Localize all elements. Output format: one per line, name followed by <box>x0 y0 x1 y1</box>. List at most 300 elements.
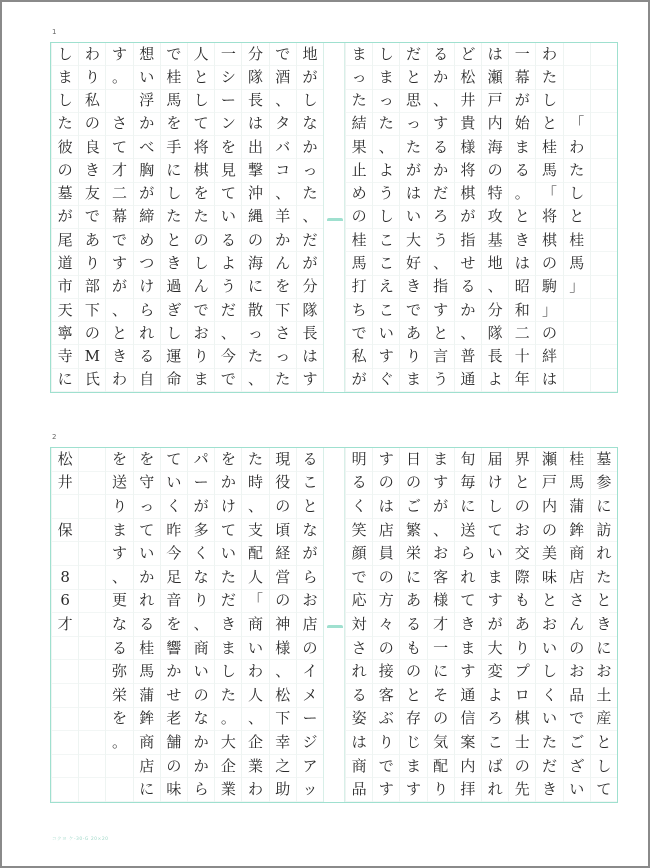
manuscript-column <box>563 43 590 392</box>
manuscript-cell: に <box>52 369 78 392</box>
manuscript-cell: る <box>134 345 160 368</box>
manuscript-cell: コ <box>270 159 296 182</box>
manuscript-cell: 過 <box>161 276 187 299</box>
manuscript-cell: し <box>536 90 562 113</box>
manuscript-cell: 鉾 <box>564 519 590 543</box>
manuscript-cell: だ <box>428 183 454 206</box>
manuscript-cell: 才 <box>428 613 454 637</box>
manuscript-cell: 々 <box>373 613 399 637</box>
manuscript-cell: 天 <box>52 299 78 322</box>
manuscript-cell: と <box>564 206 590 229</box>
manuscript-cell: い <box>134 66 160 89</box>
manuscript-cell <box>591 322 617 345</box>
manuscript-cell: 、 <box>242 708 268 732</box>
manuscript-cell: た <box>297 183 323 206</box>
manuscript-cell: し <box>591 755 617 779</box>
manuscript-cell: に <box>455 495 481 519</box>
manuscript-cell: 客 <box>373 684 399 708</box>
manuscript-cell: と <box>400 66 426 89</box>
manuscript-cell <box>591 136 617 159</box>
manuscript-cell: 保 <box>52 519 78 543</box>
manuscript-cell: ま <box>509 136 535 159</box>
manuscript-cell: 幕 <box>509 66 535 89</box>
manuscript-cell: 沖 <box>242 183 268 206</box>
manuscript-cell: し <box>536 660 562 684</box>
manuscript-cell: 大 <box>400 229 426 252</box>
manuscript-cell: 蒲 <box>564 495 590 519</box>
manuscript-cell: ぶ <box>373 708 399 732</box>
manuscript-cell <box>79 519 105 543</box>
manuscript-cell: る <box>400 613 426 637</box>
manuscript-cell: に <box>161 159 187 182</box>
manuscript-cell: 商 <box>188 637 214 661</box>
manuscript-cell: か <box>428 159 454 182</box>
manuscript-cell: 更 <box>106 590 132 614</box>
manuscript-cell: と <box>161 229 187 252</box>
manuscript-cell: 瀬 <box>482 66 508 89</box>
manuscript-cell: 応 <box>346 590 372 614</box>
manuscript-cell: 姿 <box>346 708 372 732</box>
manuscript-cell: 、 <box>215 322 241 345</box>
manuscript-cell: 」 <box>536 299 562 322</box>
manuscript-cell: っ <box>270 345 296 368</box>
manuscript-cell: そ <box>428 684 454 708</box>
manuscript-cell: 、 <box>270 90 296 113</box>
manuscript-cell <box>79 472 105 496</box>
manuscript-cell: て <box>161 448 187 472</box>
manuscript-cell: の <box>373 637 399 661</box>
manuscript-cell: さ <box>346 637 372 661</box>
manuscript-cell: よ <box>482 684 508 708</box>
manuscript-cell: な <box>106 613 132 637</box>
manuscript-cell: り <box>373 731 399 755</box>
manuscript-cell: に <box>400 566 426 590</box>
manuscript-cell: を <box>215 136 241 159</box>
manuscript-cell: 、 <box>428 519 454 543</box>
manuscript-cell: わ <box>536 43 562 66</box>
manuscript-cell: に <box>591 495 617 519</box>
manuscript-cell: さ <box>270 322 296 345</box>
manuscript-cell: 将 <box>188 136 214 159</box>
manuscript-cell: の <box>270 495 296 519</box>
manuscript-cell: 馬 <box>161 90 187 113</box>
manuscript-cell: か <box>297 136 323 159</box>
manuscript-cell: と <box>591 731 617 755</box>
center-gutter <box>323 448 345 802</box>
manuscript-cell: 商 <box>564 542 590 566</box>
manuscript-cell <box>564 66 590 89</box>
manuscript-cell: く <box>346 495 372 519</box>
manuscript-cell: り <box>106 495 132 519</box>
manuscript-cell: 役 <box>270 472 296 496</box>
manuscript-cell: の <box>242 229 268 252</box>
manuscript-cell: 今 <box>215 345 241 368</box>
manuscript-cell <box>79 542 105 566</box>
manuscript-cell: 絆 <box>536 345 562 368</box>
manuscript-cell: を <box>188 183 214 206</box>
manuscript-cell: 将 <box>455 159 481 182</box>
manuscript-cell: の <box>79 322 105 345</box>
manuscript-cell: 店 <box>564 566 590 590</box>
manuscript-cell: わ <box>242 660 268 684</box>
manuscript-cell: め <box>346 183 372 206</box>
manuscript-cell: て <box>482 519 508 543</box>
manuscript-cell: ア <box>297 755 323 779</box>
manuscript-cell: き <box>106 345 132 368</box>
manuscript-cell: が <box>509 90 535 113</box>
manuscript-cell: で <box>373 755 399 779</box>
manuscript-cell: 今 <box>161 542 187 566</box>
manuscript-cell: 果 <box>346 136 372 159</box>
manuscript-cell: き <box>161 252 187 275</box>
manuscript-cell: 繁 <box>400 519 426 543</box>
manuscript-cell: 支 <box>242 519 268 543</box>
manuscript-cell: 言 <box>428 345 454 368</box>
manuscript-cell: す <box>106 43 132 66</box>
manuscript-cell: 送 <box>455 519 481 543</box>
manuscript-cell: あ <box>79 229 105 252</box>
manuscript-cell: か <box>188 731 214 755</box>
manuscript-cell: て <box>455 590 481 614</box>
manuscript-cell: と <box>188 66 214 89</box>
manuscript-cell: た <box>373 113 399 136</box>
manuscript-cell: い <box>134 542 160 566</box>
manuscript-cell: れ <box>346 660 372 684</box>
manuscript-cell: た <box>52 113 78 136</box>
manuscript-cell <box>564 90 590 113</box>
manuscript-column <box>454 43 481 392</box>
manuscript-cell: 結 <box>346 113 372 136</box>
manuscript-column <box>133 448 160 802</box>
manuscript-column <box>78 448 105 802</box>
manuscript-cell: 羊 <box>270 206 296 229</box>
manuscript-column <box>454 448 481 802</box>
manuscript-cell: を <box>106 448 132 472</box>
manuscript-cell <box>52 708 78 732</box>
manuscript-cell: ま <box>346 43 372 66</box>
manuscript-cell: 案 <box>455 731 481 755</box>
manuscript-cell: の <box>400 472 426 496</box>
manuscript-cell <box>52 637 78 661</box>
manuscript-cell: で <box>79 206 105 229</box>
manuscript-cell: う <box>373 183 399 206</box>
manuscript-cell: で <box>564 708 590 732</box>
manuscript-cell: ど <box>455 43 481 66</box>
manuscript-column <box>590 448 617 802</box>
manuscript-cell: 棋 <box>509 708 535 732</box>
manuscript-cell: な <box>297 113 323 136</box>
manuscript-cell: 栄 <box>400 542 426 566</box>
manuscript-cell: 方 <box>373 590 399 614</box>
manuscript-cell: ま <box>188 369 214 392</box>
manuscript-cell: 、 <box>455 322 481 345</box>
manuscript-column <box>78 43 105 392</box>
manuscript-cell: 弥 <box>106 660 132 684</box>
manuscript-cell: の <box>536 252 562 275</box>
manuscript-column <box>241 43 268 392</box>
manuscript-cell: 下 <box>79 299 105 322</box>
manuscript-cell: 道 <box>52 252 78 275</box>
manuscript-cell: ま <box>52 66 78 89</box>
manuscript-cell: 、 <box>106 299 132 322</box>
manuscript-cell: 企 <box>215 755 241 779</box>
manuscript-cell: 品 <box>346 778 372 802</box>
manuscript-cell: の <box>428 708 454 732</box>
manuscript-cell <box>52 731 78 755</box>
manuscript-cell: 思 <box>400 90 426 113</box>
page-number-1: 1 <box>52 28 57 36</box>
manuscript-column <box>296 43 323 392</box>
manuscript-cell: い <box>161 472 187 496</box>
manuscript-cell: あ <box>400 590 426 614</box>
manuscript-cell: に <box>591 637 617 661</box>
manuscript-cell: 棋 <box>188 159 214 182</box>
manuscript-cell: 。 <box>106 66 132 89</box>
manuscript-cell: 始 <box>509 113 535 136</box>
manuscript-cell: 彼 <box>52 136 78 159</box>
manuscript-cell <box>591 345 617 368</box>
manuscript-column <box>241 448 268 802</box>
manuscript-cell: 客 <box>428 566 454 590</box>
manuscript-cell: て <box>591 778 617 802</box>
manuscript-cell: た <box>536 66 562 89</box>
manuscript-cell: お <box>536 613 562 637</box>
manuscript-cell: お <box>509 519 535 543</box>
manuscript-cell: る <box>106 637 132 661</box>
manuscript-cell <box>79 495 105 519</box>
manuscript-cell: り <box>428 778 454 802</box>
manuscript-cell: す <box>455 660 481 684</box>
manuscript-cell: 出 <box>242 136 268 159</box>
manuscript-cell: け <box>134 276 160 299</box>
manuscript-cell: も <box>509 590 535 614</box>
manuscript-cell: る <box>297 448 323 472</box>
manuscript-cell: す <box>106 542 132 566</box>
manuscript-cell: り <box>509 637 535 661</box>
manuscript-cell: ら <box>188 778 214 802</box>
manuscript-cell: 交 <box>509 542 535 566</box>
manuscript-cell: 止 <box>346 159 372 182</box>
manuscript-cell: 十 <box>509 345 535 368</box>
manuscript-cell: を <box>161 113 187 136</box>
manuscript-cell: 指 <box>428 276 454 299</box>
manuscript-cell: が <box>428 495 454 519</box>
manuscript-cell: の <box>346 206 372 229</box>
manuscript-cell: の <box>188 229 214 252</box>
manuscript-cell: 、 <box>373 136 399 159</box>
manuscript-cell: と <box>509 472 535 496</box>
manuscript-cell: た <box>346 90 372 113</box>
manuscript-cell: 通 <box>455 684 481 708</box>
manuscript-cell: 様 <box>270 637 296 661</box>
manuscript-cell <box>52 495 78 519</box>
manuscript-cell: を <box>215 448 241 472</box>
manuscript-cell: の <box>536 519 562 543</box>
manuscript-cell: 内 <box>455 755 481 779</box>
manuscript-cell: と <box>591 590 617 614</box>
manuscript-cell: す <box>373 448 399 472</box>
manuscript-cell: 井 <box>52 472 78 496</box>
manuscript-cell: せ <box>455 252 481 275</box>
manuscript-cell: 分 <box>297 276 323 299</box>
manuscript-cell <box>564 322 590 345</box>
manuscript-cell: 「 <box>536 183 562 206</box>
manuscript-cell: 現 <box>270 448 296 472</box>
manuscript-cell: 酒 <box>270 66 296 89</box>
manuscript-cell: だ <box>215 299 241 322</box>
manuscript-cell: が <box>297 252 323 275</box>
manuscript-column <box>345 448 372 802</box>
manuscript-cell: 旬 <box>455 448 481 472</box>
manuscript-cell <box>52 778 78 802</box>
manuscript-cell: 好 <box>400 252 426 275</box>
manuscript-cell: 商 <box>134 731 160 755</box>
manuscript-cell <box>79 448 105 472</box>
manuscript-cell: 大 <box>482 637 508 661</box>
manuscript-cell: 桂 <box>134 637 160 661</box>
manuscript-cell: 、 <box>188 613 214 637</box>
manuscript-cell: 先 <box>509 778 535 802</box>
manuscript-cell: 営 <box>270 566 296 590</box>
manuscript-cell: 店 <box>373 519 399 543</box>
manuscript-cell: し <box>297 90 323 113</box>
manuscript-cell: い <box>215 542 241 566</box>
manuscript-cell: 配 <box>242 542 268 566</box>
manuscript-cell: に <box>428 660 454 684</box>
manuscript-cell: 地 <box>482 252 508 275</box>
manuscript-cell <box>591 113 617 136</box>
manuscript-cell <box>52 684 78 708</box>
manuscript-cell: は <box>536 369 562 392</box>
manuscript-cell: 馬 <box>346 252 372 275</box>
manuscript-cell: を <box>134 448 160 472</box>
manuscript-cell: 人 <box>242 684 268 708</box>
manuscript-cell: か <box>161 660 187 684</box>
manuscript-cell: し <box>373 206 399 229</box>
manuscript-cell: 氏 <box>79 369 105 392</box>
manuscript-cell: し <box>52 43 78 66</box>
manuscript-cell: ち <box>346 299 372 322</box>
manuscript-cell: ら <box>455 542 481 566</box>
manuscript-cell: が <box>455 206 481 229</box>
manuscript-cell: は <box>242 113 268 136</box>
manuscript-cell: 訪 <box>591 519 617 543</box>
manuscript-cell: こ <box>373 299 399 322</box>
manuscript-column <box>427 448 454 802</box>
manuscript-cell: く <box>536 684 562 708</box>
manuscript-cell: か <box>428 66 454 89</box>
manuscript-cell: 内 <box>536 495 562 519</box>
manuscript-column <box>51 43 78 392</box>
manuscript-cell: で <box>161 43 187 66</box>
manuscript-cell: 地 <box>297 43 323 66</box>
manuscript-cell: て <box>215 519 241 543</box>
manuscript-cell: 和 <box>509 299 535 322</box>
manuscript-cell: 、 <box>106 566 132 590</box>
manuscript-cell: す <box>428 472 454 496</box>
manuscript-cell: ま <box>215 637 241 661</box>
manuscript-cell: 気 <box>428 731 454 755</box>
manuscript-cell: ぎ <box>161 299 187 322</box>
manuscript-cell: 員 <box>373 542 399 566</box>
manuscript-cell: で <box>346 566 372 590</box>
manuscript-cell <box>52 755 78 779</box>
manuscript-cell: 下 <box>270 708 296 732</box>
manuscript-cell: 界 <box>509 448 535 472</box>
manuscript-cell <box>79 660 105 684</box>
manuscript-cell: お <box>188 322 214 345</box>
manuscript-cell: 日 <box>400 448 426 472</box>
manuscript-cell: 才 <box>106 159 132 182</box>
manuscript-cell <box>591 183 617 206</box>
manuscript-cell: の <box>373 566 399 590</box>
manuscript-cell: な <box>188 708 214 732</box>
manuscript-cell: 馬 <box>564 472 590 496</box>
manuscript-cell: は <box>482 43 508 66</box>
manuscript-cell: あ <box>400 322 426 345</box>
manuscript-page-2 <box>50 447 618 803</box>
manuscript-column <box>481 448 508 802</box>
manuscript-cell: ロ <box>509 684 535 708</box>
manuscript-cell: 」 <box>564 276 590 299</box>
manuscript-cell: 、 <box>297 206 323 229</box>
manuscript-cell: 配 <box>428 755 454 779</box>
manuscript-cell: る <box>134 613 160 637</box>
manuscript-column <box>535 43 562 392</box>
manuscript-cell: れ <box>482 778 508 802</box>
manuscript-cell <box>591 66 617 89</box>
manuscript-cell: 、 <box>242 495 268 519</box>
manuscript-column <box>535 448 562 802</box>
manuscript-cell: す <box>373 345 399 368</box>
manuscript-cell: ま <box>400 369 426 392</box>
manuscript-cell: 拝 <box>455 778 481 802</box>
manuscript-cell: お <box>297 590 323 614</box>
manuscript-column <box>187 43 214 392</box>
fold-mark-icon <box>327 218 343 221</box>
manuscript-cell: き <box>79 159 105 182</box>
manuscript-cell: 才 <box>52 613 78 637</box>
manuscript-cell: 私 <box>346 345 372 368</box>
manuscript-column <box>160 43 187 392</box>
manuscript-cell: 松 <box>455 66 481 89</box>
manuscript-cell: た <box>188 206 214 229</box>
manuscript-cell <box>52 660 78 684</box>
manuscript-cell: 隊 <box>242 66 268 89</box>
manuscript-cell: 墓 <box>52 183 78 206</box>
columns-container <box>51 448 617 802</box>
manuscript-cell: る <box>346 472 372 496</box>
center-gutter <box>323 43 345 392</box>
manuscript-cell: ら <box>134 299 160 322</box>
manuscript-cell <box>591 252 617 275</box>
manuscript-cell: 美 <box>536 542 562 566</box>
manuscript-cell: 8 <box>52 566 78 590</box>
manuscript-cell: 墓 <box>591 448 617 472</box>
manuscript-cell: 存 <box>400 708 426 732</box>
manuscript-cell: タ <box>270 113 296 136</box>
manuscript-cell: 将 <box>536 206 562 229</box>
manuscript-column <box>105 43 132 392</box>
manuscript-cell: ろ <box>482 708 508 732</box>
manuscript-cell: い <box>536 708 562 732</box>
manuscript-cell: た <box>242 448 268 472</box>
manuscript-cell: り <box>400 345 426 368</box>
manuscript-cell: の <box>482 159 508 182</box>
manuscript-cell: と <box>106 322 132 345</box>
manuscript-cell: は <box>373 495 399 519</box>
manuscript-column <box>105 448 132 802</box>
